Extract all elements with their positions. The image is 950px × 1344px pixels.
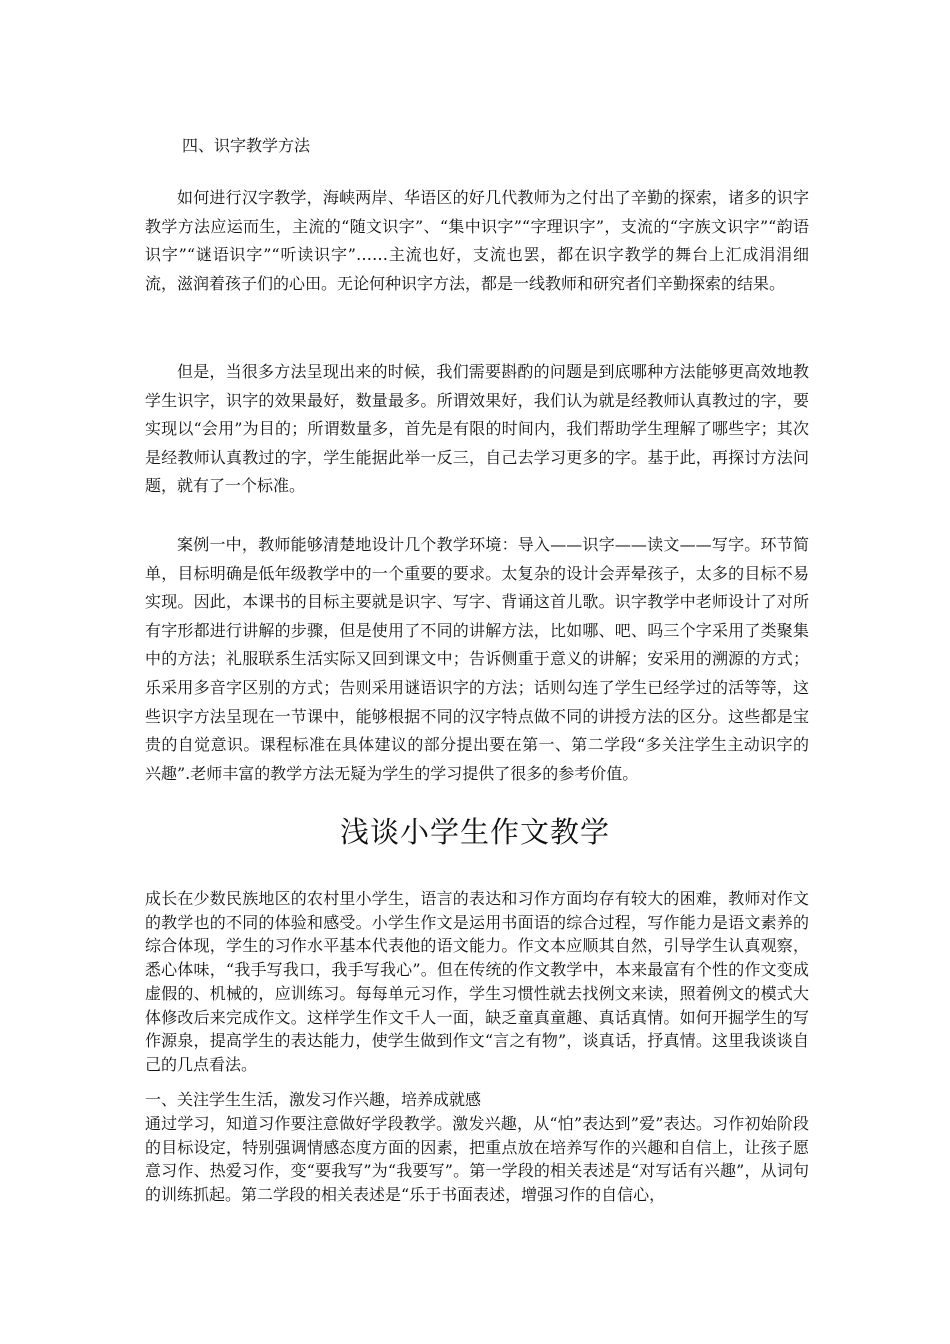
paragraph: 案例一中，教师能够清楚地设计几个教学环境：导入——识字——读文——写字。环节简单，目标明确是低年级教学中的一个重要的要求。太复杂的设计会弄晕孩子，太多的目标不易实现。因此，本课书的目标主要就是识字、写字、背诵这首儿歌。识字教学中老师设计了对所有字形都进行讲解的步骤，但是使用了不同的讲解方法，比如哪、吧、吗三个字采用了类聚集中的方法；礼服联系生活实际又回到课文中；告诉侧重于意义的讲解；安采用的溯源的方式；乐采用多音字区别的方式；告则采用谜语识字的方法；话则勾连了学生已经学过的活等等，这些识字方法呈现在一节课中，能够根据不同的汉字特点做不同的讲授方法的区分。这些都是宝贵的自觉意识。课程标准在具体建议的部分提出要在第一、第二学段“多关注学生主动识字的兴趣”.老师丰富的教学方法无疑为学生的学习提供了很多的参考价值。 [145,535,809,783]
paragraph: 但是，当很多方法呈现出来的时候，我们需要斟酌的问题是到底哪种方法能够更高效地教学生识字，识字的效果最好，数量最多。所谓效果好，我们认为就是经教师认真教过的字，要实现以“会用”为目的；所谓数量多，首先是有限的时间内，我们帮助学生理解了哪些字；其次是经教师认真教过的字，学生能据此举一反三，自己去学习更多的字。基于此，再探讨方法问题，就有了一个标准。 [145,362,809,496]
article-subheading: 一、关注学生生活，激发习作兴趣，培养成就感 [145,1090,482,1109]
paragraph: 如何进行汉字教学，海峡两岸、华语区的好几代教师为之付出了辛勤的探索，诸多的识字教学方法应运而生，主流的“随文识字”、“集中识字”“字理识字”，支流的“字族文识字”“韵语识字”“谜语识字”“听读识字”……主流也好，支流也罢，都在识字教学的舞台上汇成涓涓细流，滋润着孩子们的心田。无论何种识字方法，都是一线教师和研究者们辛勤探索的结果。 [145,188,809,293]
article-title: 浅谈小学生作文教学 [339,815,610,849]
article-body-paragraph: 通过学习，知道习作要注意做好学段教学。激发兴趣，从“怕”表达到”爱”表达。习作初始阶段的目标设定，特别强调情感态度方面的因素，把重点放在培养写作的兴趣和自信上，让孩子愿意习作、热爱习作，变“要我写”为“我要写”。第一学段的相关表述是“对写话有兴趣”，从词句的训练抓起。第二学段的相关表述是“乐于书面表述，增强习作的自信心， [145,1114,809,1205]
section-heading: 四、识字教学方法 [182,136,311,155]
article-intro-paragraph: 成长在少数民族地区的农村里小学生，语言的表达和习作方面均存有较大的困难，教师对作文的教学也的不同的体验和感受。小学生作文是运用书面语的综合过程，写作能力是语文素养的综合体现，学生的习作水平基本代表他的语文能力。作文本应顺其自然，引导学生认真观察，悉心体味，“我手写我口，我手写我心”。但在传统的作文教学中，本来最富有个性的作文变成虚假的、机械的，应训练习。每每单元习作，学生习惯性就去找例文来读，照着例文的模式大体修改后来完成作文。这样学生作文千人一面，缺乏童真童趣、真话真情。如何开掘学生的写作源泉，提高学生的表达能力，使学生做到作文“言之有物”，谈真话，抒真情。这里我谈谈自己的几点看法。 [145,889,809,1074]
